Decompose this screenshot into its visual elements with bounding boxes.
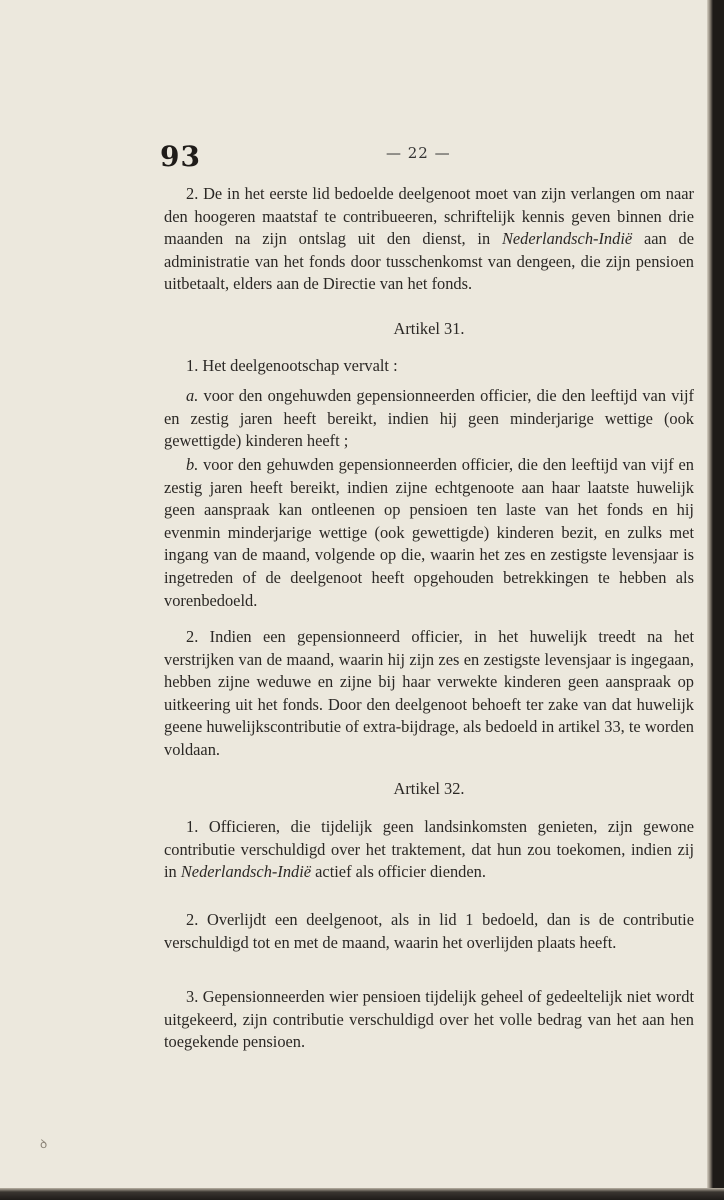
article32-paragraph-2: 2. Overlijdt een deelgenoot, als in lid 1 bedoeld, dan is de contributie verschuldigd tot en met de maand, waarin het overlijden plaats heeft.	[164, 910, 694, 952]
page-number: 93	[160, 140, 201, 173]
text-part: actief als officier dienden.	[311, 862, 486, 882]
article32-heading: Artikel 32.	[393, 779, 465, 798]
article30-paragraph-2	[164, 183, 694, 296]
page-edge-shadow-bottom	[0, 1188, 724, 1200]
text-part: aan de administratie van het fonds door tusschenkomst van dengeen, die zijn pensioen uitbetaalt, elders aan de Directie van het fonds.	[164, 229, 694, 294]
article32-paragraph-1	[164, 816, 694, 884]
margin-mark: ꝺ	[40, 1137, 48, 1151]
article31-clause-a	[164, 385, 694, 453]
clause-marker: a.	[186, 386, 199, 405]
text-part: 1. Officieren, die tijdelijk geen landsinkomsten genieten, zijn gewone contributie verschuldigd over het traktement, dat hun zou toekomen, indien zij in	[164, 817, 694, 882]
article31-clause-b	[164, 454, 694, 612]
article31-heading: Artikel 31.	[393, 319, 465, 338]
clause-marker: b.	[186, 455, 199, 474]
text-part: 2. De in het eerste lid bedoelde deelgenoot moet van zijn verlangen om naar den hoogeren maatstaf te contribueeren, schriftelijk kennis geven binnen drie maanden na zijn ontslag uit den dienst, in	[164, 184, 694, 249]
italic-place-name: Nederlandsch-Indië	[501, 229, 633, 249]
running-head: — 22 —	[386, 144, 451, 162]
clause-text: voor den ongehuwden gepensionneerden officier, die den leeftijd van vijf en zestig jaren heeft bereikt, indien hij geen minderjarige wettige (ook gewettigde) kinderen heeft ;	[164, 386, 694, 451]
page-edge-shadow-right	[707, 0, 724, 1200]
article32-paragraph-3: 3. Gepensionneerden wier pensioen tijdelijk geheel of gedeeltelijk niet wordt uitgekeerd, zijn contributie verschuldigd over het volle bedrag van het aan hen toegekende pensioen.	[164, 987, 694, 1052]
clause-text: voor den gehuwden gepensionneerden officier, die den leeftijd van vijf en zestig jaren heeft bereikt, indien zijne echtgenoote aan haar laatste huwelijk geen aanspraak kan ontleenen op pensioen ten laste van het fonds en hij evenmin minderjarige wettige (ook gewettigde) kinderen bezit, en zulks met ingang van de maand, volgende op die, waarin het zes en zestigste levensjaar is ingetreden of de deelgenoot heeft opgehouden betrekkingen te hebben als vorenbedoeld.	[164, 455, 694, 610]
italic-place-name: Nederlandsch-Indië	[180, 862, 312, 882]
article31-paragraph-1: 1. Het deelgenootschap vervalt :	[186, 356, 398, 375]
article31-paragraph-2: 2. Indien een gepensionneerd officier, in het huwelijk treedt na het verstrijken van de maand, waarin hij zijn zes en zestigste levensjaar is ingegaan, hebben zijne weduwe en zijne bij haar verwekte kinderen geen aanspraak op uitkeering uit het fonds. Door den deelgenoot behoeft ter zake van dat huwelijk geene huwelijkscontributie of extra-bijdrage, als bedoeld in artikel 33, te worden voldaan.	[164, 627, 694, 759]
